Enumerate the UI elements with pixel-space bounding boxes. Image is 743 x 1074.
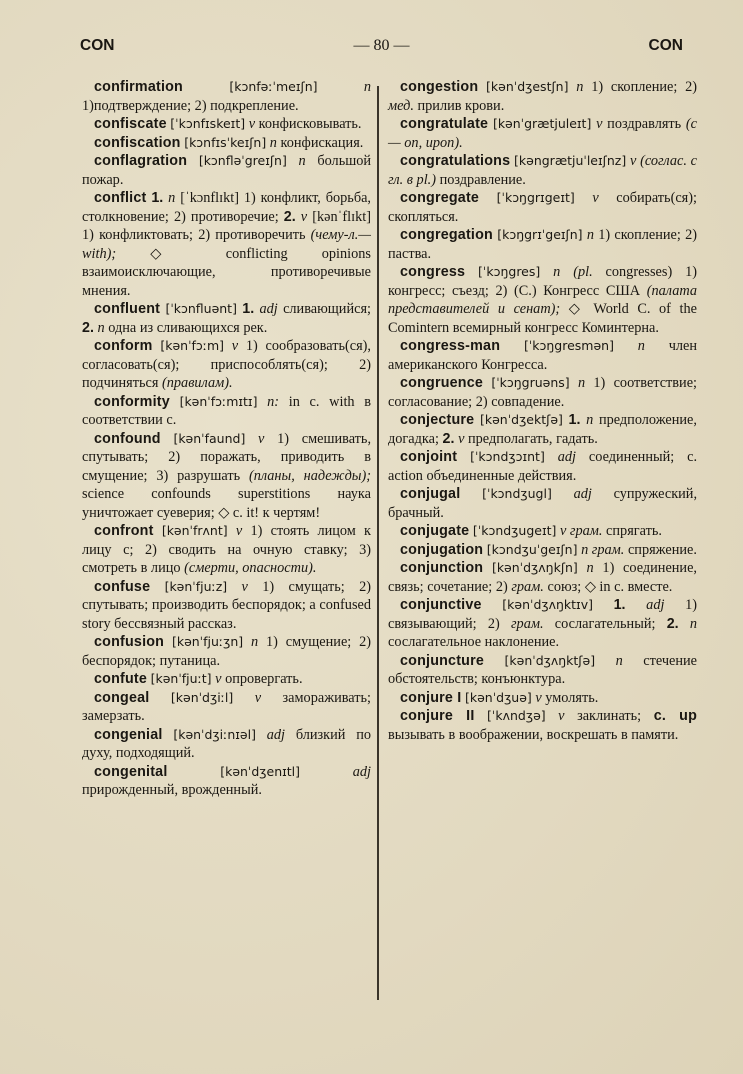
transcription: [ˈkɔndʒɔɪnt] xyxy=(470,449,545,464)
transcription: [kɔndʒuˈgeɪʃn] xyxy=(486,541,578,557)
part-of-speech: adj xyxy=(573,486,592,502)
definition: сливающийся; xyxy=(283,301,372,317)
dictionary-entry xyxy=(388,374,697,411)
dictionary-entry xyxy=(388,152,697,189)
part-of-speech: adj xyxy=(352,763,372,780)
part-of-speech: n xyxy=(586,560,594,576)
dictionary-entry xyxy=(82,393,371,430)
headword: congruence xyxy=(400,375,484,391)
running-head xyxy=(80,37,683,59)
headword: confuse xyxy=(94,578,151,595)
headword: congeal xyxy=(94,689,150,706)
transcription: [kəngrætjuˈleɪʃnz] xyxy=(514,153,627,168)
definition: сослагательное наклонение. xyxy=(388,634,560,650)
dictionary-entry xyxy=(82,522,371,578)
part-of-speech: adj xyxy=(259,301,278,317)
transcription: [kɔnfəːˈmeɪʃn] xyxy=(229,79,318,94)
part-of-speech: n xyxy=(689,615,698,632)
usage-note: (планы, надежды); xyxy=(248,467,372,484)
headword: congenital xyxy=(94,763,168,780)
left-column xyxy=(82,78,371,800)
dictionary-entry xyxy=(82,152,371,189)
headword: confusion xyxy=(94,634,165,650)
definition: 1) соединение, связь; сочетание; 2) xyxy=(388,560,698,595)
dictionary-entry xyxy=(82,115,371,134)
transcription: [ˈkɔndʒugl] xyxy=(482,486,552,501)
dictionary-entry xyxy=(388,522,697,541)
definition: предполагать, гадать. xyxy=(468,430,598,447)
dictionary-entry xyxy=(82,578,371,634)
dictionary-entry xyxy=(82,78,371,115)
dictionary-entry xyxy=(82,670,371,689)
part-of-speech: n xyxy=(97,319,105,336)
part-of-speech: n xyxy=(576,79,584,95)
transcription: [kənˈfaund] xyxy=(173,430,246,446)
sense-number: 2. xyxy=(442,430,455,447)
dictionary-entry xyxy=(82,430,371,523)
transcription: [kənˈfjuːʒn] xyxy=(171,634,244,649)
headword: congregation xyxy=(400,227,493,243)
headword: conjugation xyxy=(400,541,484,558)
dictionary-entry xyxy=(388,115,697,152)
transcription: [ˈkɔŋgruəns] xyxy=(491,375,570,390)
dictionary-entry xyxy=(388,189,697,226)
part-of-speech: v xyxy=(559,523,567,539)
transcription: [ˈkɔnfluənt] xyxy=(165,301,237,316)
dictionary-entry xyxy=(388,263,697,337)
headword: confirmation xyxy=(94,79,183,95)
definition: 1) смешивать, спутывать; 2) поражать, приводить в смущение; 3) разрушать xyxy=(82,430,372,484)
part-of-speech: v xyxy=(629,153,637,169)
headword: congenial xyxy=(94,726,163,743)
headword: confiscate xyxy=(94,116,167,132)
headword: conjoint xyxy=(400,449,458,465)
headword: conjure II xyxy=(400,708,475,724)
definition: 1) связывающий; 2) xyxy=(388,597,697,632)
transcription: [kənˈgrætjuleɪt] xyxy=(492,116,592,131)
definition: 1) скопление; 2) xyxy=(591,79,698,95)
example: science confounds superstitions наука уничтожает суеверия; ◇ c. it! к чертям! xyxy=(82,486,371,521)
dictionary-entry xyxy=(388,78,697,115)
dictionary-entry xyxy=(388,707,697,744)
definition: 1) сообразовать(ся), согласовать(ся); приспособлять(ся); 2) подчиняться xyxy=(82,338,372,391)
definition: заклинать; xyxy=(577,708,642,724)
usage-note: грам. xyxy=(591,541,625,558)
headword: confront xyxy=(94,523,154,539)
definition: 1) смущение; 2) беспорядок; путаница. xyxy=(82,634,372,669)
guide-word-left: CON xyxy=(80,37,115,54)
dictionary-entry xyxy=(388,485,697,522)
sense-number: 1. xyxy=(242,301,255,317)
transcription: [kənˈdʒʌŋkʃn] xyxy=(491,560,578,575)
definition: замораживать; замерзать. xyxy=(82,689,372,724)
transcription: [kənˈdʒestʃn] xyxy=(486,79,569,94)
dictionary-entry xyxy=(388,652,697,689)
headword: conformity xyxy=(94,393,170,410)
definition: близкий по духу, подходящий. xyxy=(82,726,372,761)
part-of-speech: v xyxy=(258,430,265,447)
headword: congestion xyxy=(400,79,479,95)
definition: 1) соответствие; согласование; 2) совпадение. xyxy=(388,375,698,410)
dictionary-entry xyxy=(82,300,371,337)
part-of-speech: adj xyxy=(557,449,577,465)
usage-note: (соглас. с гл. в pl.) xyxy=(388,153,698,188)
dictionary-entry xyxy=(82,134,371,153)
part-of-speech: v xyxy=(596,116,603,132)
part-of-speech: n xyxy=(637,338,645,354)
definition: конфисковывать. xyxy=(258,116,362,132)
dictionary-entry xyxy=(388,411,697,448)
dictionary-entry xyxy=(82,337,371,393)
transcription: [kɔnfləˈgreɪʃn] xyxy=(198,153,287,168)
definition: сослагательный; xyxy=(554,615,656,632)
part-of-speech: n xyxy=(269,134,277,151)
dictionary-entry xyxy=(388,689,697,708)
definition: [kənˈflɪkt] 1) конфликтовать; 2) противоречить xyxy=(82,208,371,243)
transcription: [kənˈdʒuə] xyxy=(464,689,532,705)
transcription: [kənˈfjuːt] xyxy=(150,671,212,686)
definition: конфискация. xyxy=(280,134,364,151)
transcription: [kənˈdʒʌŋktʃə] xyxy=(504,652,596,668)
definition: 1) стоять лицом к лицу с; 2) сводить на очную ставку; 3) смотреть в лицо xyxy=(82,523,371,576)
sense-number: 1. xyxy=(151,190,164,206)
headword: confluent xyxy=(94,301,161,317)
part-of-speech: v xyxy=(215,671,222,687)
headword: congratulations xyxy=(400,153,511,169)
dictionary-entry xyxy=(388,337,697,374)
transcription: [kənˈdʒiːnɪəl] xyxy=(173,726,256,742)
idiom: ◇ conflicting opinions взаимоисключающие, противоречивые мнения. xyxy=(82,245,371,299)
transcription: [ˈkɔŋgrɪgeɪt] xyxy=(496,190,575,205)
part-of-speech: n xyxy=(298,153,306,169)
part-of-speech: v xyxy=(300,208,308,225)
column-divider xyxy=(377,86,379,1000)
definition: союз; ◇ in c. вместе. xyxy=(547,578,673,595)
part-of-speech: n xyxy=(577,375,586,391)
transcription: [ˈkɔŋgres] xyxy=(478,264,541,279)
headword: congratulate xyxy=(400,116,489,132)
definition: стечение обстоятельств; конъюнктура. xyxy=(388,652,698,687)
page-number: — 80 — xyxy=(353,37,410,54)
part-of-speech: v xyxy=(558,708,565,724)
usage-note: (правилам). xyxy=(162,375,233,391)
sense-number: 1. xyxy=(568,412,581,428)
part-of-speech: v xyxy=(592,190,599,206)
headword: confiscation xyxy=(94,134,181,151)
part-of-speech: n xyxy=(586,412,594,428)
definition: спрягать. xyxy=(606,523,662,539)
transcription: [kənˈfɔːm] xyxy=(160,338,225,353)
headword: conform xyxy=(94,338,153,354)
headword: confute xyxy=(94,671,148,687)
definition: предположение, догадка; xyxy=(388,412,697,447)
definition: вызывать в воображении, воскрешать в памяти. xyxy=(388,726,679,743)
idiom: ◇ World C. of the Comintern всемирный конгресс Коминтерна. xyxy=(388,301,697,336)
definition: поздравление. xyxy=(439,171,526,188)
definition: прирожденный, врожденный. xyxy=(82,782,262,798)
definition: большой пожар. xyxy=(82,153,372,188)
part-of-speech: n xyxy=(168,190,176,206)
transcription: [kɔŋgrɪˈgeɪʃn] xyxy=(497,227,583,242)
usage-note: (чему-л.— with); xyxy=(82,227,371,262)
usage-note: грам. xyxy=(569,523,603,539)
transcription: [ˈkɔnfɪskeɪt] xyxy=(170,116,246,131)
part-of-speech: v xyxy=(458,430,465,447)
dictionary-entry xyxy=(388,448,697,485)
dictionary-entry xyxy=(82,189,371,300)
headword: conjuncture xyxy=(400,652,485,669)
usage-note: (с — on, upon). xyxy=(388,116,698,151)
part-of-speech: n xyxy=(251,634,259,650)
definition: опровергать. xyxy=(225,671,303,687)
definition: 1) скопление; 2) паства. xyxy=(388,227,698,262)
sense-number: 2. xyxy=(82,319,94,336)
definition: одна из сливающихся рек. xyxy=(108,319,268,336)
transcription: [ˈkʌndʒə] xyxy=(487,708,546,723)
part-of-speech: n xyxy=(363,79,372,95)
definition: прилив крови. xyxy=(417,97,505,114)
definition: in c. with в соответствии с. xyxy=(82,393,372,428)
part-of-speech: v xyxy=(235,523,243,539)
definition: умолять. xyxy=(545,689,599,706)
definition: поздравлять xyxy=(607,116,682,132)
part-of-speech: n xyxy=(581,541,589,558)
headword: conjugate xyxy=(400,523,470,539)
transcription: [kənˈdʒiːl] xyxy=(170,689,234,705)
part-of-speech: v xyxy=(241,578,248,595)
dictionary-entry xyxy=(388,226,697,263)
transcription: [kənˈfrʌnt] xyxy=(161,523,228,538)
definition: собирать(ся); скопляться. xyxy=(388,190,697,225)
part-of-speech: n xyxy=(586,227,594,243)
headword: conflagration xyxy=(94,153,188,169)
transcription: [kənˈfɔːmɪtɪ] xyxy=(179,393,258,409)
dictionary-entry xyxy=(82,633,371,670)
dictionary-entry xyxy=(82,689,371,726)
transcription: [kənˈdʒʌŋktɪv] xyxy=(502,597,593,612)
definition: [ˈkɔnflɪkt] 1) конфликт, борьба, столкновение; 2) противоречие; xyxy=(82,190,372,225)
usage-note: (смерти, опасности). xyxy=(184,560,317,576)
right-column xyxy=(388,78,697,744)
dictionary-entry xyxy=(388,559,697,596)
definition: 1) смущать; 2) спутывать; производить беспорядок; a confused story бессвязный рассказ. xyxy=(82,578,371,632)
part-of-speech: n xyxy=(553,264,561,280)
definition: соединенный; c. action объединенные действия. xyxy=(388,449,698,484)
transcription: [kənˈdʒenɪtl] xyxy=(220,763,301,779)
part-of-speech: n: xyxy=(267,393,280,410)
transcription: [kɔnfɪsˈkeɪʃn] xyxy=(184,134,267,150)
guide-word-right: CON xyxy=(648,37,683,54)
usage-note: (палата представителей и сенат); xyxy=(388,282,698,317)
headword: conflict xyxy=(94,190,147,206)
headword: conjugal xyxy=(400,486,461,502)
sense-number: 2. xyxy=(666,615,679,632)
headword: conjecture xyxy=(400,412,475,428)
part-of-speech: n xyxy=(615,652,623,669)
part-of-speech: adj xyxy=(266,726,286,743)
part-of-speech: v xyxy=(231,338,239,354)
definition: член американского Конгресса. xyxy=(388,338,698,373)
phrasal-verb: c. up xyxy=(653,708,697,724)
dictionary-entry xyxy=(82,763,371,800)
headword: conjunction xyxy=(400,560,484,576)
usage-note: грам. xyxy=(510,615,544,632)
transcription: [kənˈfjuːz] xyxy=(164,578,228,594)
headword: conjure I xyxy=(400,689,462,706)
usage-note: мед. xyxy=(388,97,414,114)
definition: congresses) 1) конгресс; съезд; 2) (C.) Конгресс США xyxy=(388,264,698,299)
transcription: [ˈkɔŋgresmən] xyxy=(523,338,614,353)
part-of-speech: v xyxy=(248,116,256,132)
sense-number: 1. xyxy=(613,597,626,613)
headword: congregate xyxy=(400,190,480,206)
headword: confound xyxy=(94,430,161,447)
headword: congress xyxy=(400,264,466,280)
definition: спряжение. xyxy=(627,541,697,558)
usage-note: (pl. xyxy=(573,264,593,280)
part-of-speech: adj xyxy=(646,597,665,613)
dictionary-entry xyxy=(388,596,697,652)
usage-note: грам. xyxy=(511,578,544,595)
definition: супружеский, брачный. xyxy=(388,486,698,521)
dictionary-entry xyxy=(388,541,697,560)
definition: 1)подтверждение; 2) подкрепление. xyxy=(82,97,299,114)
headword: congress-man xyxy=(400,338,501,354)
dictionary-entry xyxy=(82,726,371,763)
part-of-speech: v xyxy=(254,689,262,706)
sense-number: 2. xyxy=(283,208,296,225)
transcription: [kənˈdʒektʃə] xyxy=(479,412,563,427)
transcription: [ˈkɔndʒugeɪt] xyxy=(472,523,557,538)
headword: conjunctive xyxy=(400,597,482,613)
part-of-speech: v xyxy=(535,689,542,706)
